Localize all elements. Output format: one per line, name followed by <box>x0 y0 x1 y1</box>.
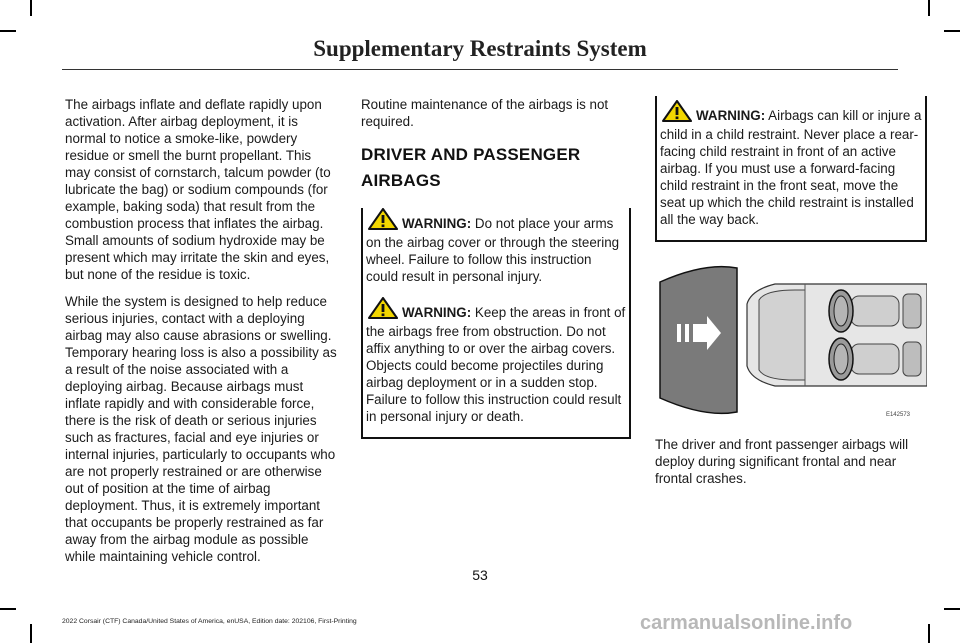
warning-label: WARNING: <box>402 305 472 320</box>
warning-label: WARNING: <box>402 216 472 231</box>
page-title: Supplementary Restraints System <box>313 36 647 61</box>
page-number: 53 <box>472 567 488 583</box>
crop-mark <box>0 30 16 32</box>
airbag-icon <box>829 338 853 380</box>
crop-mark <box>928 0 930 16</box>
warning-triangle-icon <box>368 297 398 323</box>
crop-mark <box>928 624 930 643</box>
section-heading: DRIVER AND PASSENGER AIRBAGS <box>361 145 581 190</box>
paragraph-maintenance: Routine maintenance of the airbags is not required. <box>361 97 609 129</box>
warning-label: WARNING: <box>696 108 766 123</box>
crop-mark <box>944 608 960 610</box>
watermark: carmanualsonline.info <box>640 612 853 634</box>
paragraph-airbag-residue: The airbags inflate and deflate rapidly upon activation. After airbag deployment, it is normal to notice a smoke-like, powdery residue or smell the burnt propellant. This may consist of cornstarch, talcum powder (to lubricate the bag) or sodium compounds (for example, baking soda) that result from the combustion process that inflates the airbag. Small amounts of sodium hydroxide may be present which may irritate the skin and eyes, but none of the residue is toxic. <box>65 97 331 282</box>
column-3 <box>655 96 927 497</box>
edition-note: 2022 Corsair (CTF) Canada/United States of America, enUSA, Edition date: 202106, First-Printing <box>62 618 357 625</box>
column-1 <box>65 96 337 575</box>
warning-box <box>655 96 927 242</box>
crop-mark <box>30 0 32 16</box>
airbag-icon <box>829 290 853 332</box>
warning-arms <box>366 208 626 285</box>
figure-caption: The driver and front passenger airbags will deploy during significant frontal and near frontal crashes. <box>655 437 909 486</box>
warning-triangle-icon <box>368 208 398 234</box>
warning-text: Do not place your arms on the airbag cover or through the steering wheel. Failure to follow this instruction could result in personal injury. <box>366 216 620 284</box>
warning-triangle-icon <box>662 100 692 126</box>
crop-mark <box>944 30 960 32</box>
column-2 <box>361 96 631 439</box>
figure-id: E142573 <box>885 412 910 418</box>
airbag-deployment-figure <box>655 260 927 420</box>
header-rule <box>62 69 898 70</box>
car-airbag-illustration <box>655 260 927 420</box>
crop-mark <box>0 608 16 610</box>
crop-mark <box>30 624 32 643</box>
paragraph-injury-risk: While the system is designed to help reduce serious injuries, contact with a deploying airbag may also cause abrasions or swelling. Temporary hearing loss is also a possibility as a result of the noise associated with a deploying airbag. Because airbags must inflate rapidly and with considerable force, there is the risk of death or serious injuries such as fractures, facial and eye injuries or internal injuries, particularly to occupants who are not properly restrained or are otherwise out of position at the time of airbag deployment. Thus, it is extremely important that occupants be properly restrained as far away from the airbag module as possible while maintaining vehicle control. <box>65 294 337 564</box>
warning-obstruction <box>366 297 626 425</box>
warning-text: Keep the areas in front of the airbags free from obstruction. Do not affix anything to or over the airbag covers. Objects could become projectiles during airbag deployment or in a sudden stop. Failure to follow this instruction could result in personal injury or death. <box>366 305 626 424</box>
warning-box <box>361 208 631 439</box>
warning-text: Airbags can kill or injure a child in a child restraint. Never place a rear-facing child restraint in front of an active airbag. If you must use a forward-facing child restraint in the front seat, move the seat up which the child restraint is installed all the way back. <box>660 108 922 227</box>
warning-child-restraint <box>660 100 922 228</box>
